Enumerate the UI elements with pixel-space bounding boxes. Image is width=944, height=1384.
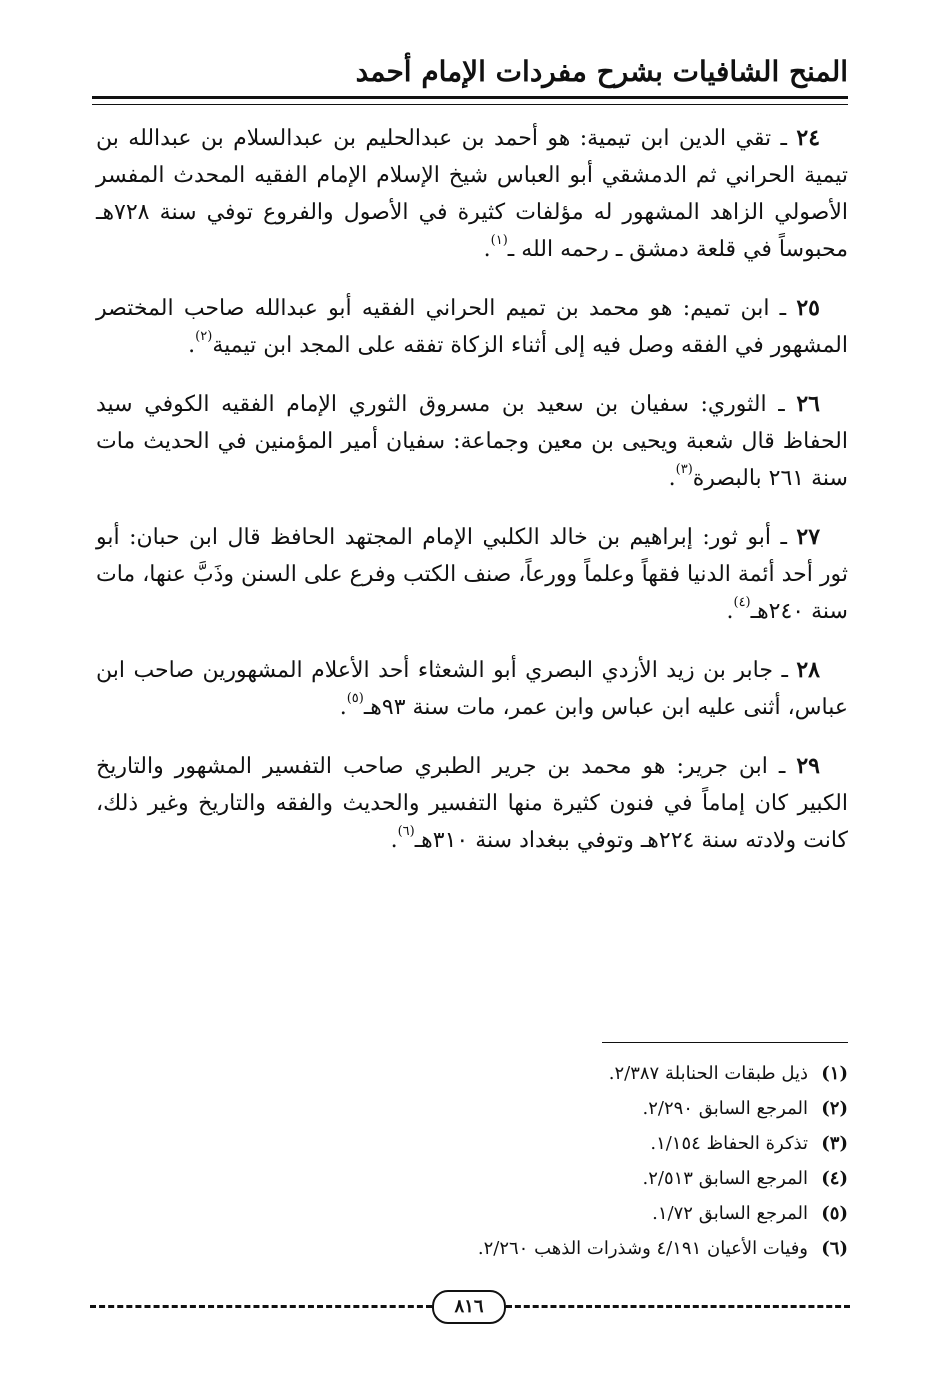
entry-number: ٢٤ [796,125,821,151]
footnote-text: المرجع السابق ٢/٥١٣. [642,1168,808,1189]
entry-text: ابن جرير: هو محمد بن جرير الطبري صاحب التفسير المشهور والتاريخ الكبير كان إماماً في فنون كثيرة منها التفسير والحديث والفقه والتاريخ وغير ذلك، كانت ولادته سنة ٢٢٤هـ وتوفي ببغداد سنة ٣١٠هـ [96,754,848,853]
entry-24: ٢٤ ـ تقي الدين ابن تيمية: هو أحمد بن عبدالحليم بن عبدالسلام بن عبدالله بن تيمية الحراني ثم الدمشقي أبو العباس شيخ الإسلام الإمام الفقيه المحدث المفسر الأصولي الزاهد المشهور له مؤلفات كثيرة في الأصول والفروع توفي سنة ٧٢٨هـ محبوساً في قلعة دمشق ـ رحمه الله ـ$^{(١)}$. [96,125,848,262]
running-header: المنح الشافيات بشرح مفردات الإمام أحمد [355,55,848,88]
footnote-ref[interactable]: (٥) [346,691,364,707]
footnote-text: ذيل طبقات الحنابلة ٢/٣٨٧. [608,1063,808,1084]
footnote-ref[interactable]: (١) [490,233,508,249]
footnote-number: (٥) [821,1203,848,1224]
footnote-ref[interactable]: (٣) [675,462,693,478]
footnote-number: (٣) [821,1133,848,1154]
footnote-item [96,1091,848,1126]
entry-number: ٢٧ [796,524,821,550]
entry-text: ابن تميم: هو محمد بن تميم الحراني الفقيه أبو عبدالله صاحب المختصر المشهور في الفقه وصل فيه إلى أثناء الزكاة تفقه على المجد ابن تيمية [96,296,848,358]
footnote-text: وفيات الأعيان ٤/١٩١ وشذرات الذهب ٢/٢٦٠. [477,1238,808,1259]
biography-entries [96,120,848,881]
page-footer [90,1288,850,1324]
entry-number: ٢٥ [796,295,820,321]
footnote-text: تذكرة الحفاظ ١/١٥٤. [650,1133,808,1154]
header-rule-thin [92,104,848,105]
footnote-text: المرجع السابق ٢/٢٩٠. [642,1098,808,1119]
footnote-number: (٢) [821,1098,848,1119]
footnote-item [96,1126,848,1161]
footnote-text: المرجع السابق ١/٧٢. [652,1203,808,1224]
entry-text: الثوري: سفيان بن سعيد بن مسروق الثوري الإمام الفقيه الكوفي سيد الحفاظ قال شعبة ويحيى بن معين وجماعة: سفيان أمير المؤمنين في الحديث مات سنة ٢٦١ بالبصرة [96,392,848,491]
entry-number: ٢٩ [796,753,820,779]
entry-text: تقي الدين ابن تيمية: هو أحمد بن عبدالحليم بن عبدالسلام بن عبدالله بن تيمية الحراني ثم الدمشقي أبو العباس شيخ الإسلام الإمام الفقيه المحدث المفسر الأصولي الزاهد المشهور له مؤلفات كثيرة في الأصول والفروع توفي سنة ٧٢٨هـ محبوساً في قلعة دمشق ـ رحمه الله ـ [96,126,848,262]
entry-text: جابر بن زيد الأزدي البصري أبو الشعثاء أحد الأعلام المشهورين صاحب ابن عباس، أثنى عليه ابن عباس وابن عمر، مات سنة ٩٣هـ [96,658,848,720]
footnote-number: (٦) [821,1238,848,1259]
footnote-item [96,1196,848,1231]
entry-29: ٢٩ ـ ابن جرير: هو محمد بن جرير الطبري صاحب التفسير المشهور والتاريخ الكبير كان إماماً في فنون كثيرة منها التفسير والحديث والفقه والتاريخ وغير ذلك، كانت ولادته سنة ٢٢٤هـ وتوفي ببغداد سنة ٣١٠هـ$^{(٦)}$. [96,753,848,853]
footnote-ref[interactable]: (٢) [195,329,213,345]
footer-dash-line-left [90,1305,432,1308]
entry-26: ٢٦ ـ الثوري: سفيان بن سعيد بن مسروق الثوري الإمام الفقيه الكوفي سيد الحفاظ قال شعبة ويحيى بن معين وجماعة: سفيان أمير المؤمنين في الحديث مات سنة ٢٦١ بالبصرة$^{(٣)}$. [96,391,848,491]
entry-25: ٢٥ ـ ابن تميم: هو محمد بن تميم الحراني الفقيه أبو عبدالله صاحب المختصر المشهور في الفقه وصل فيه إلى أثناء الزكاة تفقه على المجد ابن تيمية$^{(٢)}$. [96,295,848,358]
footnotes-list [96,1056,848,1266]
entry-number: ٢٦ [796,391,820,417]
entry-27: ٢٧ ـ أبو ثور: إبراهيم بن خالد الكلبي الإمام المجتهد الحافظ قال ابن حبان: أبو ثور أحد أئمة الدنيا فقهاً وعلماً وورعاً، صنف الكتب وفرع على السنن وذَبَّ عنها، مات سنة ٢٤٠هـ$^{(٤)}$. [96,524,848,624]
entry-text: أبو ثور: إبراهيم بن خالد الكلبي الإمام المجتهد الحافظ قال ابن حبان: أبو ثور أحد أئمة الدنيا فقهاً وعلماً وورعاً، صنف الكتب وفرع على السنن وذَبَّ عنها، مات سنة ٢٤٠هـ [96,525,848,624]
entry-28: ٢٨ ـ جابر بن زيد الأزدي البصري أبو الشعثاء أحد الأعلام المشهورين صاحب ابن عباس، أثنى عليه ابن عباس وابن عمر، مات سنة ٩٣هـ$^{(٥)}$. [96,657,848,720]
footnote-item [96,1161,848,1196]
footnote-item [96,1056,848,1091]
footnote-number: (٤) [821,1168,848,1189]
header-rule-thick [92,96,848,99]
footnote-item [96,1231,848,1266]
footer-dash-line-right [506,1305,850,1308]
footnote-ref[interactable]: (٤) [733,595,751,611]
footnote-ref[interactable]: (٦) [397,824,415,840]
footnote-number: (١) [821,1063,848,1084]
entry-number: ٢٨ [796,657,820,683]
page-number: ٨١٦ [432,1290,506,1324]
footnote-separator [602,1042,848,1043]
